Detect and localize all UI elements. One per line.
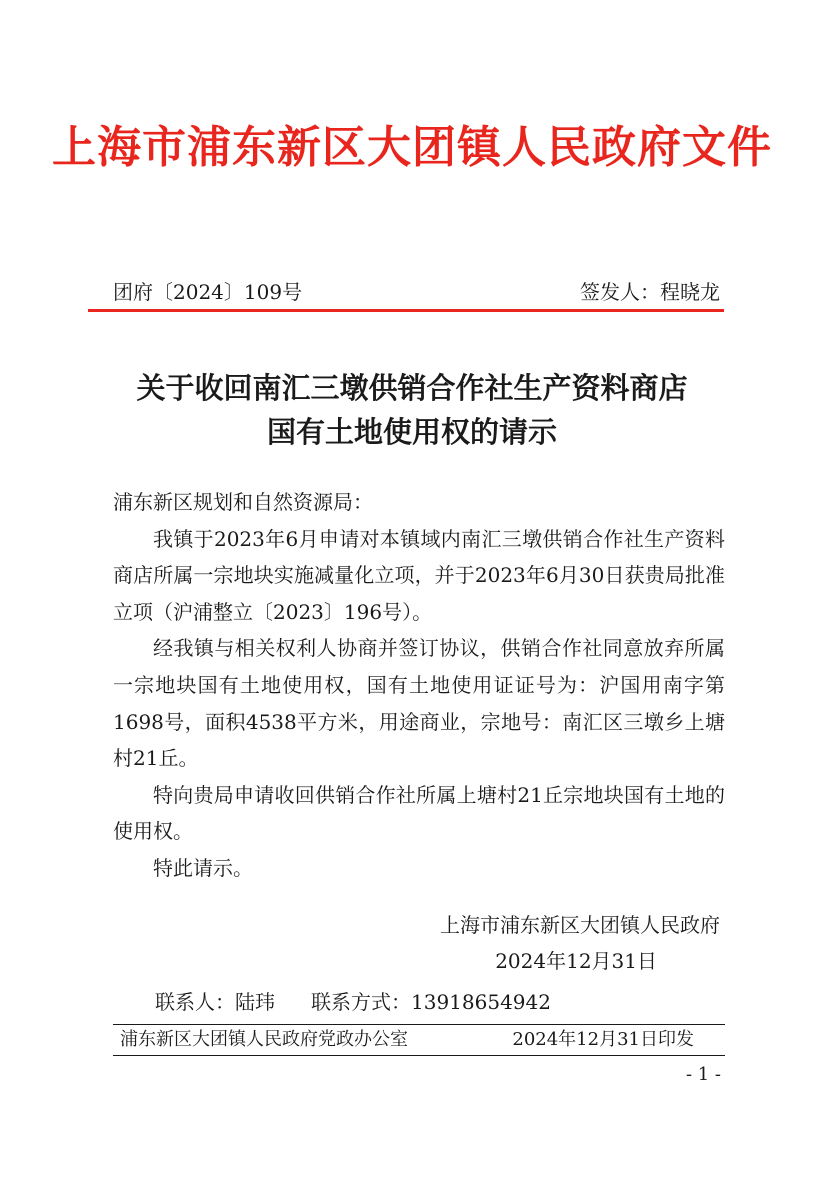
body-paragraph-4: 特此请示。 [153, 855, 253, 880]
contact-person: 联系人：陆玮 [155, 990, 275, 1014]
body-paragraph-1: 我镇于2023年6月申请对本镇域内南汇三墩供销合作社生产资料商店所属一宗地块实施减量化立项，并于2023年6月30日获贵局批准立项（沪浦整立〔2023〕196号）。 [113, 526, 725, 624]
document-body [113, 484, 725, 887]
contact-line [155, 984, 551, 1020]
footer-issuing-office: 浦东新区大团镇人民政府党政办公室 [120, 1029, 408, 1050]
footer-print-date: 2024年12月31日印发 [512, 1029, 694, 1050]
document-subject [0, 366, 824, 454]
sender-organization: 上海市浦东新区大团镇人民政府 [440, 913, 720, 937]
sender-date: 2024年12月31日 [495, 949, 657, 973]
footer-bottom-rule [113, 1055, 725, 1056]
body-paragraph-3: 特向贵局申请收回供销合作社所属上塘村21丘宗地块国有土地的使用权。 [113, 782, 725, 844]
document-number: 团府〔2024〕109号 [113, 280, 303, 304]
subject-line-1: 关于收回南汇三墩供销合作社生产资料商店 [136, 371, 688, 405]
document-header-title: 上海市浦东新区大团镇人民政府文件 [52, 122, 772, 173]
contact-phone: 联系方式：13918654942 [311, 990, 551, 1014]
subject-line-2: 国有土地使用权的请示 [266, 415, 557, 449]
salutation: 浦东新区规划和自然资源局： [113, 490, 373, 514]
body-paragraph-2: 经我镇与相关权利人协商并签订协议，供销合作社同意放弃所属一宗地块国有土地使用权，国有土地使用证证号为：沪国用南字第1698号，面积4538平方米，用途商业，宗地号：南汇区三墩乡上塘村21丘。 [113, 636, 725, 771]
header-red-rule [88, 309, 724, 312]
page-number: - 1 - [685, 1064, 721, 1085]
signer: 签发人：程晓龙 [580, 280, 720, 304]
